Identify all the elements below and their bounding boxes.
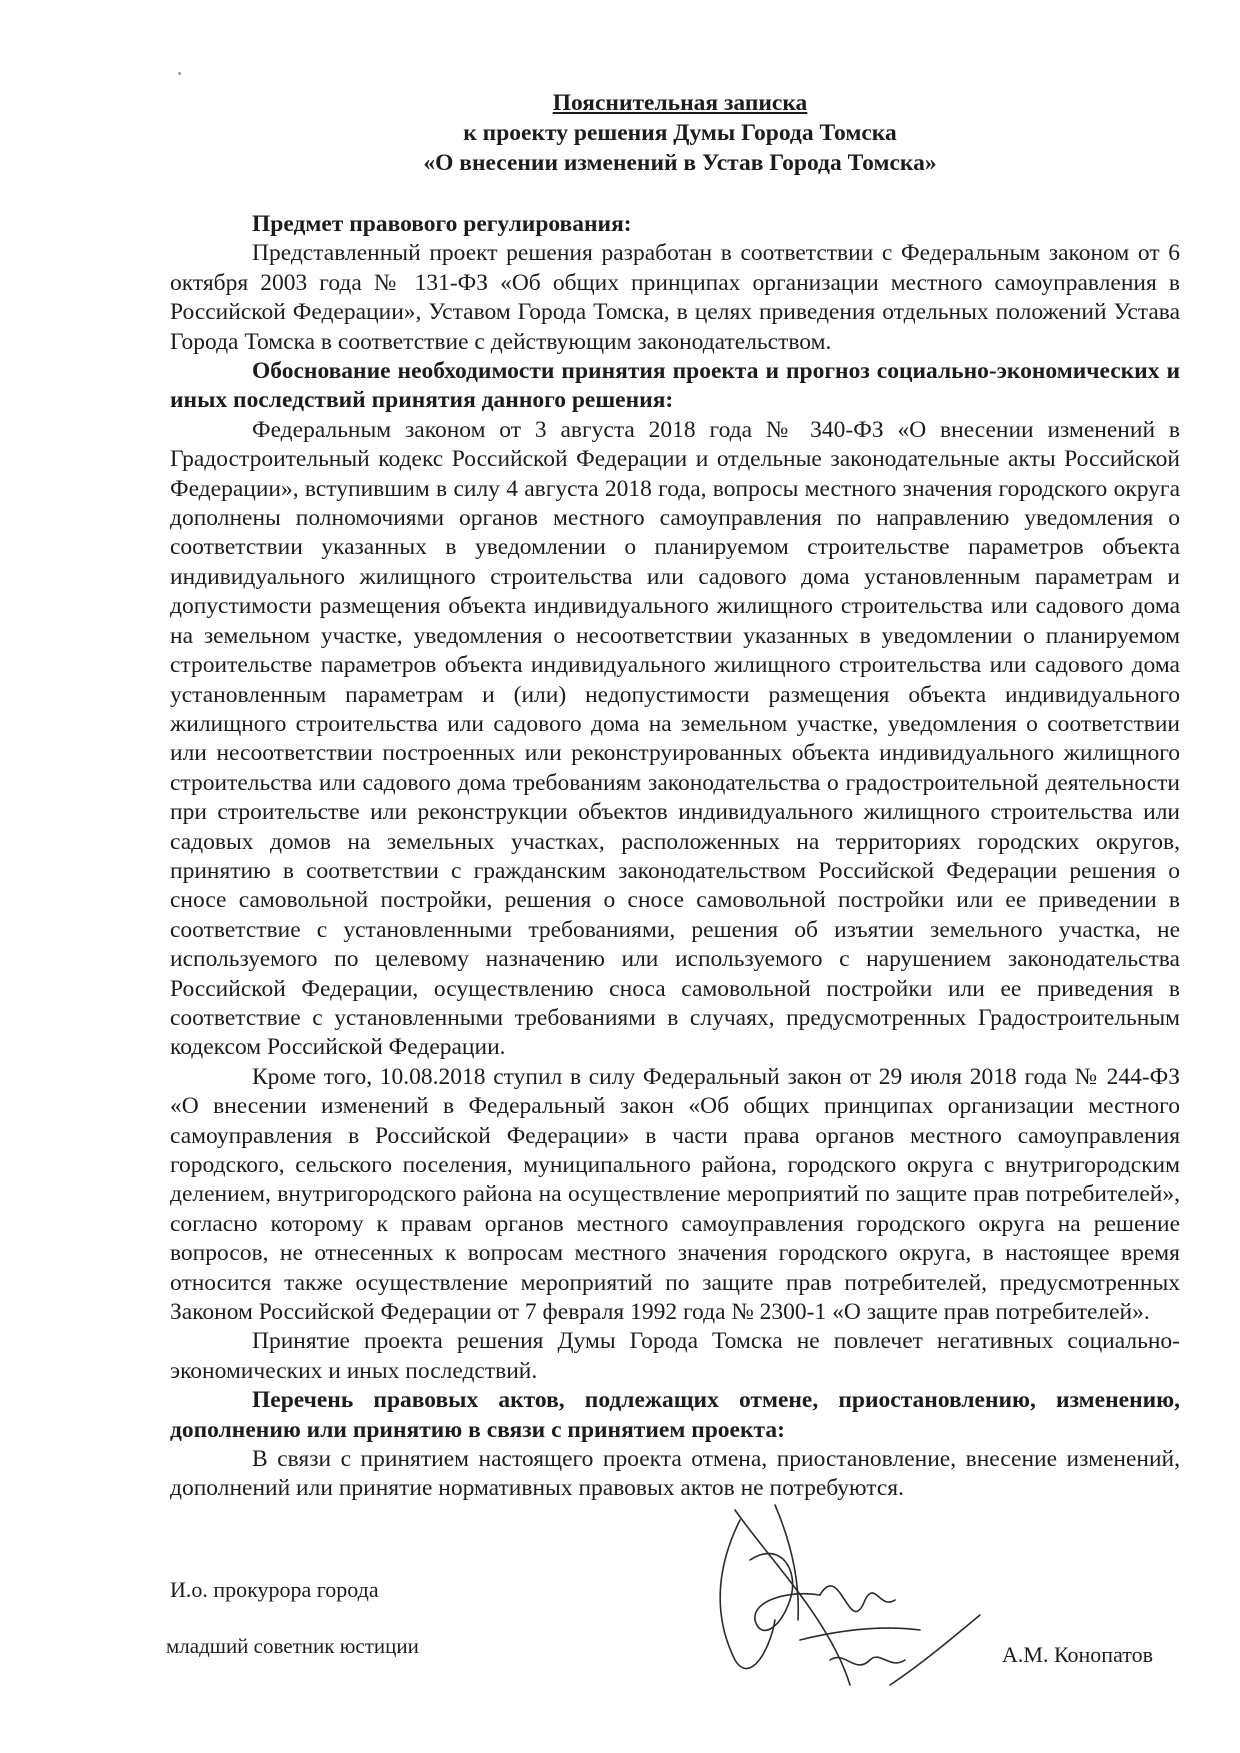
section-text-legal-acts: В связи с принятием настоящего проекта отмена, приостановление, внесение изменений, дополнений или принятие нормативных правовых актов не потребуются.: [170, 1446, 1180, 1502]
paragraph-consequences: Принятие проекта решения Думы Города Томска не повлечет негативных социально-экономических и иных последствий.: [170, 1328, 1180, 1384]
signatory-position: И.о. прокурора города: [170, 1577, 379, 1602]
signatory-rank: младший советник юстиции: [166, 1634, 419, 1658]
title-line-3: «О внесении изменений в Устав Города Томска»: [423, 150, 937, 176]
title-line-2: к проекту решения Думы Города Томска: [463, 120, 897, 146]
handwritten-signature: [680, 1500, 1000, 1690]
section-heading-subject: Предмет правового регулирования:: [252, 211, 632, 237]
paragraph-244-fz: Кроме того, 10.08.2018 ступил в силу Федеральный закон от 29 июля 2018 года № 244-ФЗ «О внесении изменений в Федеральный закон «Об общих принципах организации местного самоуправления в Российской Федерации» в части права органов местного самоуправления городского, сельского поселения, муниципального района, городского округа с внутригородским делением, внутригородского района на осуществление мероприятий по защите прав потребителей», согласно которому к правам органов местного самоуправления городского округа на решение вопросов, не отнесенных к вопросам местного значения городского округа, в настоящее время относится также осуществление мероприятий по защите прав потребителей, предусмотренных Законом Российской Федерации от 7 февраля 1992 года № 2300-1 «О защите прав потребителей».: [170, 1063, 1180, 1326]
section-text-subject: Представленный проект решения разработан в соответствии с Федеральным законом от 6 октября 2003 года № 131-ФЗ «Об общих принципах организации местного самоуправления в Российской Федерации», Уставом Города Томска, в целях приведения отдельных положений Устава Города Томска в соответствие с действующим законодательством.: [170, 240, 1180, 355]
document-body: [170, 210, 1180, 1504]
title-line-1: Пояснительная записка: [552, 90, 808, 116]
section-heading-justification: Обоснование необходимости принятия проекта и прогноз социально-экономических и иных последствий принятия данного решения:: [170, 358, 1180, 414]
scan-speck: [178, 72, 181, 75]
section-heading-legal-acts: Перечень правовых актов, подлежащих отмене, приостановлению, изменению, дополнению или принятию в связи с принятием проекта:: [170, 1387, 1180, 1443]
signatory-name: А.М. Конопатов: [1002, 1642, 1153, 1667]
document-title: [170, 88, 1190, 178]
paragraph-340-fz: Федеральным законом от 3 августа 2018 года № 340-ФЗ «О внесении изменений в Градостроительный кодекс Российской Федерации и отдельные законодательные акты Российской Федерации», вступившим в силу 4 августа 2018 года, вопросы местного значения городского округа дополнены полномочиями органов местного самоуправления по направлению уведомления о соответствии указанных в уведомлении о планируемом строительстве параметров объекта индивидуального жилищного строительства или садового дома установленным параметрам и допустимости размещения объекта индивидуального жилищного строительства или садового дома на земельном участке, уведомления о несоответствии указанных в уведомлении о планируемом строительстве параметров объекта индивидуального жилищного строительства или садового дома установленным параметрам и (или) недопустимости размещения объекта индивидуального жилищного строительства или садового дома на земельном участке, уведомления о соответствии или несоответствии построенных или реконструированных объекта индивидуального жилищного строительства или садового дома требованиям законодательства о градостроительной деятельности при строительстве или реконструкции объектов индивидуального жилищного строительства или садовых домов на земельных участках, расположенных на территориях городских округов, принятию в соответствии с гражданским законодательством Российской Федерации решения о сносе самовольной постройки, решения о сносе самовольной постройки или ее приведении в соответствие с установленными требованиями, решения об изъятии земельного участка, не используемого по целевому назначению или используемого с нарушением законодательства Российской Федерации, осуществлению сноса самовольной постройки или ее приведения в соответствие с установленными требованиями в случаях, предусмотренных Градостроительным кодексом Российской Федерации.: [170, 416, 1180, 1061]
